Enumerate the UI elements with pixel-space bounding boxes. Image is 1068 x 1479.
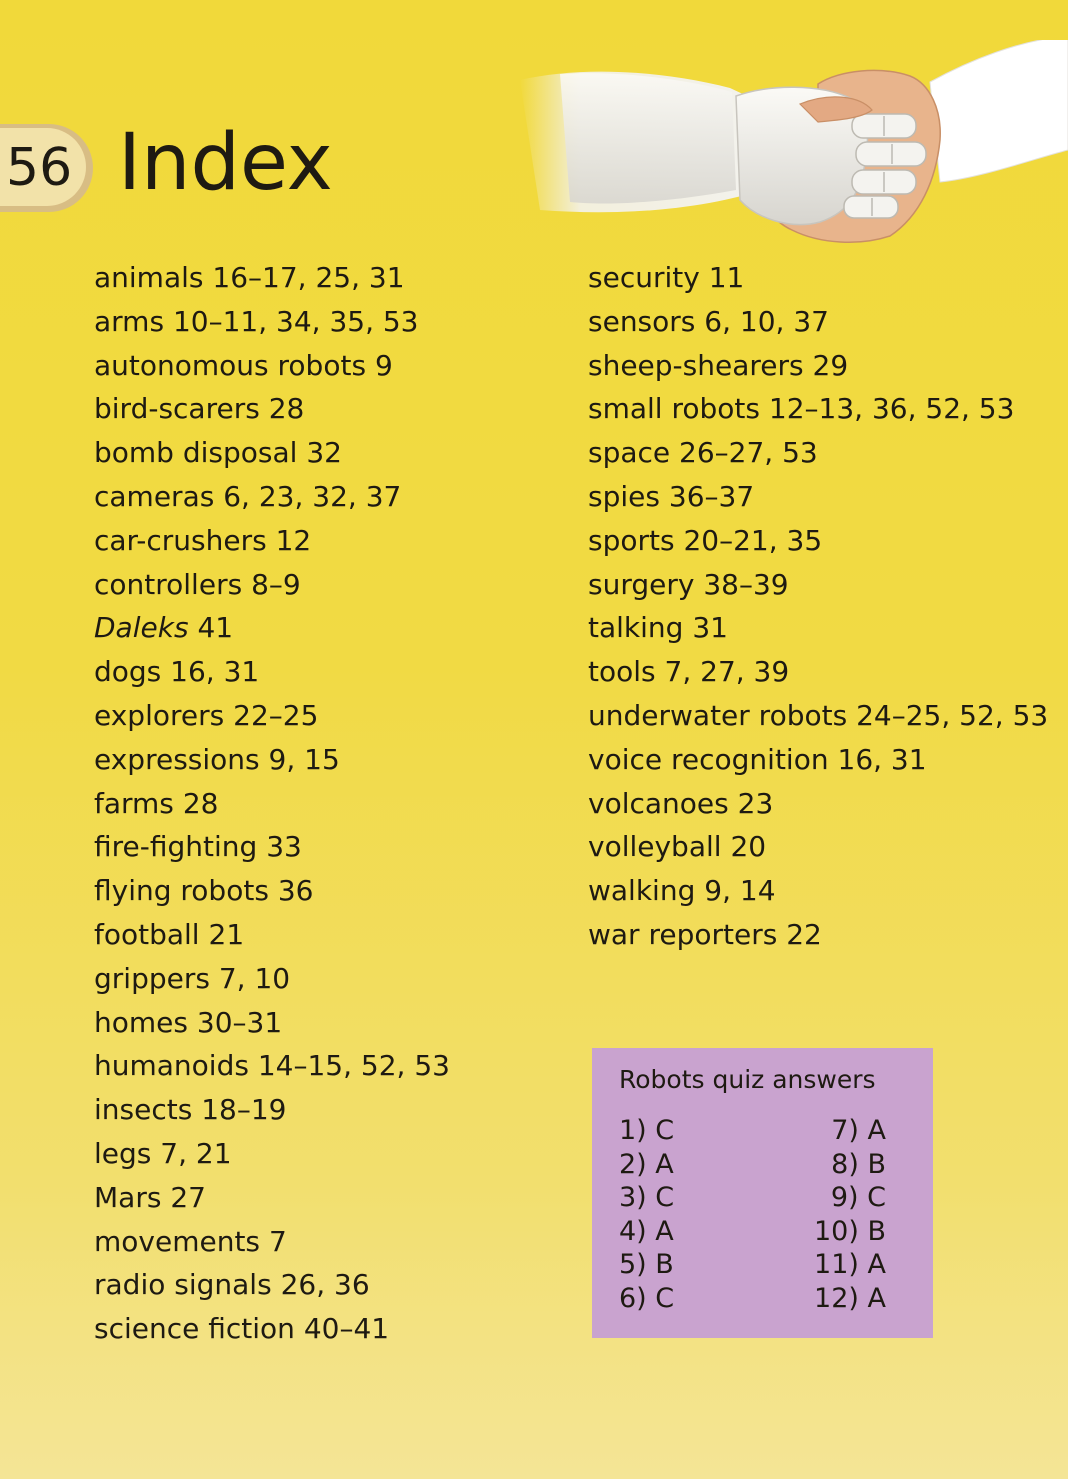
- index-term: arms: [94, 304, 165, 338]
- index-term: movements: [94, 1224, 261, 1258]
- index-pages: 26–27, 53: [679, 436, 818, 470]
- index-pages: 7, 10: [218, 961, 291, 995]
- quiz-answer: 8) B: [831, 1148, 886, 1180]
- index-entry: [588, 300, 1058, 344]
- index-term: explorers: [94, 698, 225, 732]
- index-pages: 6, 10, 37: [704, 304, 829, 338]
- quiz-answer: 12) A: [814, 1282, 886, 1314]
- index-term: flying robots: [94, 874, 269, 908]
- index-entry: [94, 1176, 564, 1220]
- index-pages: 16, 31: [837, 742, 927, 776]
- index-entry: [588, 869, 1058, 913]
- quiz-answer: 4) A: [619, 1215, 674, 1247]
- index-pages: 29: [812, 348, 849, 382]
- index-term: dogs: [94, 655, 162, 689]
- index-pages: 24–25, 52, 53: [856, 698, 1049, 732]
- index-term: cameras: [94, 479, 215, 513]
- index-column-left: [94, 256, 564, 1351]
- index-term: humanoids: [94, 1049, 249, 1083]
- index-entry: [588, 650, 1058, 694]
- index-pages: 28: [268, 392, 305, 426]
- index-entry: [588, 563, 1058, 607]
- index-term: space: [588, 436, 671, 470]
- index-entry: [94, 606, 564, 650]
- index-entry: [588, 344, 1058, 388]
- index-pages: 36–37: [668, 479, 755, 513]
- index-pages: 36: [277, 874, 314, 908]
- index-term: expressions: [94, 742, 260, 776]
- quiz-answer: 11) A: [814, 1249, 886, 1280]
- quiz-answer: 5) B: [619, 1249, 674, 1280]
- index-term: bomb disposal: [94, 436, 298, 470]
- page-number: 56: [6, 138, 73, 198]
- index-term: radio signals: [94, 1268, 272, 1302]
- page-title: Index: [118, 118, 333, 208]
- index-term: controllers: [94, 567, 243, 601]
- index-entry: [94, 519, 564, 563]
- index-term: autonomous robots: [94, 348, 367, 382]
- index-entry: [94, 256, 564, 300]
- index-pages: 18–19: [201, 1093, 287, 1127]
- quiz-answer: 7) A: [831, 1115, 886, 1146]
- index-entry: [588, 782, 1058, 826]
- index-term: football: [94, 917, 200, 951]
- index-term: volcanoes: [588, 786, 729, 820]
- index-term: Daleks: [94, 611, 189, 645]
- index-term: homes: [94, 1005, 188, 1039]
- index-term: animals: [94, 261, 204, 294]
- index-entry: [588, 519, 1058, 563]
- index-term: security: [588, 261, 700, 294]
- quiz-answer: 6) C: [619, 1282, 675, 1314]
- index-pages: 28: [182, 786, 219, 820]
- index-term: farms: [94, 786, 174, 820]
- quiz-title: Robots quiz answers: [619, 1065, 876, 1094]
- index-term: tools: [588, 655, 656, 689]
- index-pages: 10–11, 34, 35, 53: [172, 304, 419, 338]
- index-entry: [94, 563, 564, 607]
- index-entry: [94, 957, 564, 1001]
- index-pages: 20–21, 35: [683, 523, 823, 557]
- index-entry: [94, 1044, 564, 1088]
- index-pages: 9: [374, 348, 393, 382]
- index-pages: 41: [197, 611, 234, 645]
- index-term: legs: [94, 1136, 152, 1170]
- index-term: sensors: [588, 304, 696, 338]
- index-term: sheep-shearers: [588, 348, 804, 382]
- index-entry: [94, 650, 564, 694]
- index-pages: 22: [786, 917, 822, 951]
- index-pages: 26, 36: [280, 1268, 370, 1302]
- quiz-answers-box: [592, 1048, 933, 1338]
- index-pages: 11: [708, 261, 745, 294]
- index-term: surgery: [588, 567, 695, 601]
- index-pages: 32: [306, 436, 342, 470]
- index-pages: 31: [692, 611, 728, 645]
- quiz-answer: 10) B: [814, 1215, 886, 1247]
- index-entry: [588, 738, 1058, 782]
- index-pages: 33: [266, 830, 302, 864]
- index-term: Mars: [94, 1180, 162, 1214]
- index-entry: [94, 738, 564, 782]
- index-entry: [94, 300, 564, 344]
- index-pages: 40–41: [303, 1312, 390, 1346]
- index-pages: 16–17, 25, 31: [212, 261, 405, 294]
- index-entry: [94, 869, 564, 913]
- index-term: talking: [588, 611, 684, 645]
- quiz-answer: 1) C: [619, 1115, 675, 1146]
- index-entry: [94, 475, 564, 519]
- index-pages: 21: [208, 917, 245, 951]
- index-entry: [94, 387, 564, 431]
- index-pages: 6, 23, 32, 37: [223, 479, 402, 513]
- index-entry: [94, 1088, 564, 1132]
- index-entry: [94, 1220, 564, 1264]
- index-term: walking: [588, 874, 696, 908]
- index-term: car-crushers: [94, 523, 267, 557]
- index-pages: 20: [730, 830, 767, 864]
- index-entry: [588, 606, 1058, 650]
- index-term: voice recognition: [588, 742, 829, 776]
- index-entry: [94, 913, 564, 957]
- index-pages: 23: [737, 786, 774, 820]
- index-pages: 27: [170, 1180, 206, 1214]
- robot-human-handshake-icon: [500, 40, 1068, 260]
- index-entry: [588, 913, 1058, 957]
- index-entry: [588, 256, 1058, 300]
- index-pages: 30–31: [196, 1005, 283, 1039]
- index-term: war reporters: [588, 917, 778, 951]
- index-term: bird-scarers: [94, 392, 260, 426]
- index-entry: [588, 387, 1058, 431]
- index-pages: 7, 27, 39: [664, 655, 790, 689]
- index-pages: 7: [268, 1224, 287, 1258]
- index-column-right: [588, 256, 1058, 957]
- index-entry: [94, 694, 564, 738]
- index-term: fire-fighting: [94, 830, 258, 864]
- index-term: insects: [94, 1093, 193, 1127]
- index-term: spies: [588, 479, 660, 513]
- index-entry: [94, 782, 564, 826]
- index-term: science fiction: [94, 1312, 295, 1346]
- index-pages: 16, 31: [170, 655, 260, 689]
- quiz-answer: 3) C: [619, 1182, 675, 1213]
- index-entry: [588, 694, 1058, 738]
- index-term: sports: [588, 523, 675, 557]
- index-entry: [588, 825, 1058, 869]
- index-term: grippers: [94, 961, 210, 995]
- index-entry: [94, 1307, 564, 1351]
- index-pages: 9, 14: [704, 874, 776, 908]
- index-entry: [588, 431, 1058, 475]
- index-term: volleyball: [588, 830, 722, 864]
- index-pages: 14–15, 52, 53: [257, 1049, 450, 1083]
- index-entry: [588, 475, 1058, 519]
- index-pages: 7, 21: [160, 1136, 232, 1170]
- index-entry: [94, 344, 564, 388]
- index-pages: 12–13, 36, 52, 53: [768, 392, 1015, 426]
- index-pages: 22–25: [233, 698, 319, 732]
- quiz-answer: 2) A: [619, 1148, 674, 1180]
- index-term: underwater robots: [588, 698, 848, 732]
- index-entry: [94, 1132, 564, 1176]
- index-pages: 38–39: [703, 567, 789, 601]
- index-entry: [94, 825, 564, 869]
- index-term: small robots: [588, 392, 760, 426]
- index-pages: 9, 15: [268, 742, 340, 776]
- index-pages: 12: [275, 523, 312, 557]
- index-pages: 8–9: [251, 567, 301, 601]
- index-entry: [94, 431, 564, 475]
- index-entry: [94, 1001, 564, 1045]
- quiz-answer: 9) C: [830, 1182, 886, 1213]
- index-entry: [94, 1263, 564, 1307]
